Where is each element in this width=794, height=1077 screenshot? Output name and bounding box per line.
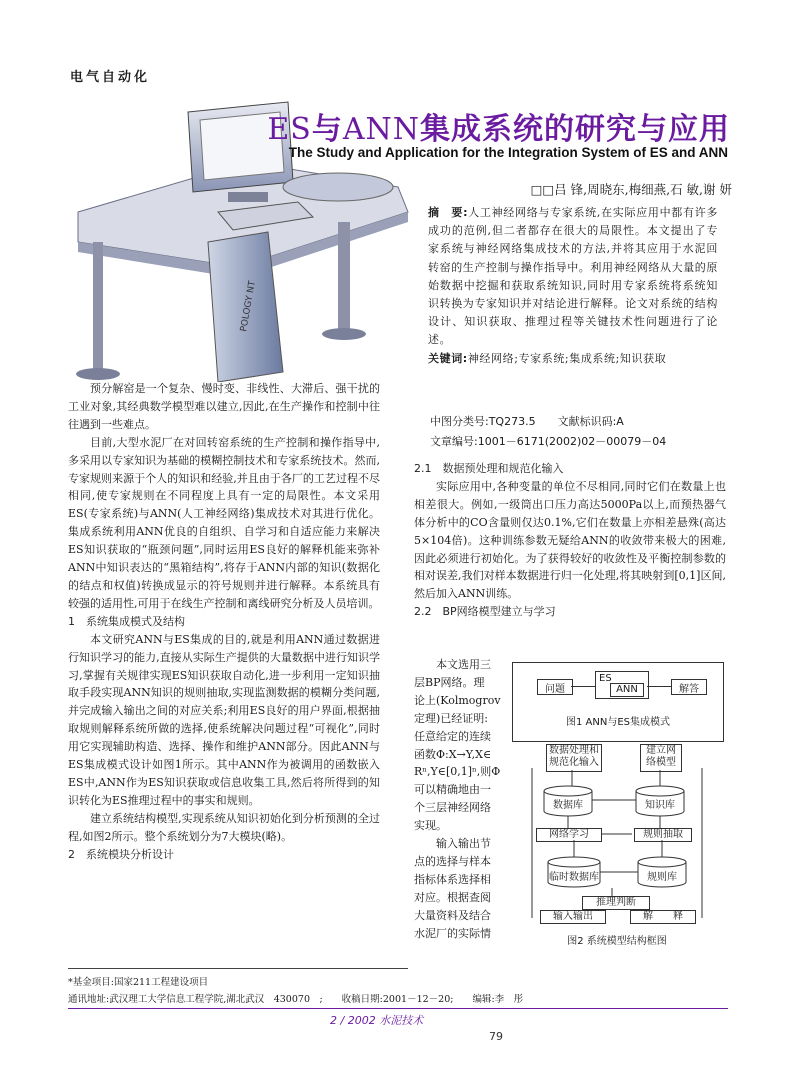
right-column [414,460,726,621]
fig2-label: 建立网 [646,745,676,756]
fig2-explain: 解 释 [630,910,696,924]
keywords: 神经网络;专家系统;集成系统;知识获取 [467,351,667,365]
page-number: 79 [489,1030,503,1043]
text-line: 论上(Kolmogrov [414,693,501,707]
fig2-label: 络模型 [646,757,676,768]
fig2-rule-extraction: 规则抽取 [634,828,692,842]
footer-issue: 2 / 2002 水泥技术 [330,1014,424,1027]
text-line: 定理)已经证明: [414,711,488,725]
classification: 中图分类号:TQ273.5 文献标识码:A [430,415,624,428]
fig2-label: 规范化输入 [549,757,599,768]
text-line: Rⁿ,Y∈[0,1]ⁿ,则Φ [414,765,501,779]
text-line: 实现。 [414,819,447,833]
fig1-problem: 问题 [537,679,573,695]
text-line: 层BP网络。理 [414,675,485,689]
abstract [428,204,718,368]
paper-title-cn: ES与ANN集成系统的研究与应用 [267,112,730,147]
abstract-label: 摘 要: [428,206,469,219]
text-line: 本文选用三 [436,658,491,671]
fig1-caption: 图1 ANN与ES集成模式 [565,717,670,728]
text-line: 水泥厂的实际情 [414,926,491,940]
fig1-es-label: ES [599,673,612,684]
fig1-ann-label: ANN [610,683,644,697]
section-heading: 2 系统模块分析设计 [68,847,174,861]
text-line: 指标体系选择相 [414,872,491,886]
text-line: 可以精确地由一 [414,783,491,797]
fig2-caption: 图2 系统模型结构框图 [567,936,667,947]
fig2-label: 数据处理和 [549,745,599,756]
fig1-arrow [647,686,671,687]
text-line: 任意给定的连续 [414,729,491,743]
text-line: 函数Φ:X→Y,X∈ [414,747,492,761]
fig2-inference: 推理判断 [582,896,650,910]
left-column [68,380,380,863]
fig2-rule-base: 规则库 [647,872,677,883]
authors: □□吕 锋,周晓东,梅细燕,石 敏,谢 妍 [530,182,732,197]
fig2-knowledge-base: 知识库 [645,800,675,811]
fig1-es-box [595,671,649,699]
text-line: 输入输出节 [436,837,491,851]
text-line: 个三层神经网络 [414,801,491,815]
fund-note: *基金项目:国家211工程建设项目 [68,977,209,988]
svg-text:POLOGY NT: POLOGY NT [239,280,258,333]
paragraph: 预分解窑是一个复杂、慢时变、非线性、大滞后、强干扰的工业对象,其经典数学模型难以建立,因此,在生产操作和控制中往往遇到一些难点。 [68,382,380,431]
keywords-label: 关键词: [428,351,468,365]
journal-header: 电气自动化 [70,70,151,85]
fig2-io: 输入输出 [540,910,606,924]
right-narrow-column [414,656,506,943]
paragraph: 本文研究ANN与ES集成的目的,就是利用ANN通过数据进行知识学习的能力,直接从实际生产提供的大量数据中进行知识学习,掌握有关规律实现ES知识获取自动化,进一步利用一定知识抽取手段实现ANN知识的规则抽取,实现监测数据的模糊分类问题,并完成输入输出之间的对应关系;利用ES良好的用户界面,根据抽取规则解释系统所做的选择,使系统解决问题过程“可视化”,同时用它实现辅助构造、选择、操作和维护ANN部分。因此ANN与ES集成模式设计如图1所示。其中ANN作为被调用的函数嵌入ES中,ANN作为ES知识获取或信息收集工具,然后将所得到的知识转化为ES推理过程中的事实和规则。 [68,632,380,807]
text-line: 大量资料及结合 [414,908,491,922]
paragraph: 建立系统结构模型,实现系统从知识初始化到分析预测的全过程,如图2所示。整个系统划分为7大模块(略)。 [68,811,380,843]
fig1-arrow [571,686,595,687]
paragraph: 目前,大型水泥厂在对回转窑系统的生产控制和操作指导中,多采用以专家知识为基础的模糊控制技术和专家系统技术。然而,专家规则来源于个人的知识和经验,并且由于各厂的工艺过程不尽相同,使专家规则在不同程度上具有一定的局限性。本文采用ES(专家系统)与ANN(人工神经网络)集成技术对其进行优化。集成系统利用ANN优良的自组织、自学习和自适应能力来解决ES知识获取的“瓶颈问题”,同时运用ES良好的解释机能来弥补ANN中知识表达的“黑箱结构”,将存于ANN内部的知识(数据化的结点和权值)转换成显示的符号规则并进行解释。本系统具有较强的适用性,可用于在线生产控制和离线研究分析及人员培训。 [68,435,380,610]
article-number: 文章编号:1001－6171(2002)02－00079－04 [430,435,667,448]
paper-title-en: The Study and Application for the Integration System of ES and ANN [288,145,728,160]
fig1-solution: 解答 [671,679,707,695]
figure-1 [512,662,724,742]
footer-rule [68,1008,728,1009]
figure-2 [512,738,722,950]
fig2-database: 数据库 [553,800,583,811]
fig2-temp-database: 临时数据库 [549,872,599,883]
section-heading: 2.1 数据预处理和规范化输入 [414,462,564,475]
section-heading: 2.2 BP网络模型建立与学习 [414,605,556,619]
text-line: 点的选择与样本 [414,854,491,868]
footnote-rule [68,968,408,969]
fig2-network-learning: 网络学习 [536,828,602,842]
text-line: 对应。根据查阅 [414,890,491,904]
paragraph: 实际应用中,各种变量的单位不尽相同,同时它们在数量上也相差很大。例如,一级筒出口压力高达5000Pa以上,而预热器气体分析中的CO含量则仅达0.1%,它们在数量上亦相差悬殊(高达5×104倍)。这种训练参数无疑给ANN的收敛带来极大的困难,因此必须进行初始化。为了获得较好的收敛性及平衡控制参数的相对误差,我们对样本数据进行归一化处理,将其映射到[0,1]区间,然后加入ANN训练。 [414,479,726,601]
address-note: 通讯地址:武汉理工大学信息工程学院,湖北武汉 430070 ; 收稿日期:2001－12－20; 编辑:李 彤 [68,994,524,1005]
section-heading: 1 系统集成模式及结构 [68,614,185,628]
abstract-text: 人工神经网络与专家系统,在实际应用中都有许多成功的范例,但二者都存在很大的局限性。本文提出了专家系统与神经网络集成技术的方法,并将其应用于水泥回转窑的生产控制与操作指导中。利用神经网络从大量的原始数据中挖掘和获取系统知识,同时用专家系统将系统知识转换为专家知识并对结论进行解释。论文对系统的结构设计、知识获取、推理过程等关键技术性问题进行了论述。 [428,206,718,347]
